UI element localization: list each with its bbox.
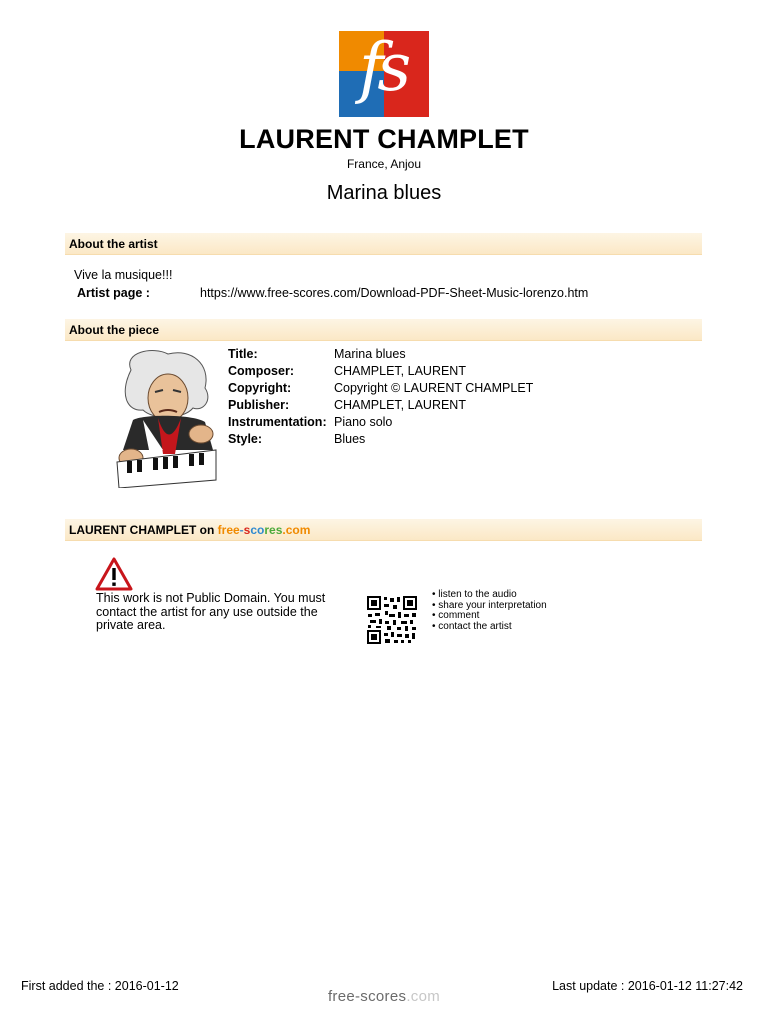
license-warning-text: This work is not Public Domain. You must contact the artist for any use outside the private area. xyxy=(96,591,326,632)
meta-label: Style: xyxy=(228,432,263,446)
composer-caricature-image xyxy=(113,350,220,488)
qr-list-item-comment: • comment xyxy=(432,610,480,621)
brand-dash: - xyxy=(239,523,244,537)
artist-name: LAURENT CHAMPLET xyxy=(239,124,529,154)
brand-dotcom: .com xyxy=(282,523,311,537)
meta-value: CHAMPLET, LAURENT xyxy=(334,398,466,412)
meta-value: Copyright © LAURENT CHAMPLET xyxy=(334,381,534,395)
meta-value: Piano solo xyxy=(334,415,393,429)
qr-code-icon[interactable] xyxy=(367,596,417,644)
artist-page-label: Artist page : xyxy=(77,286,150,300)
meta-value: Marina blues xyxy=(334,347,406,361)
meta-label: Copyright: xyxy=(228,381,292,395)
footer-logo xyxy=(0,988,768,1005)
warning-icon xyxy=(95,557,133,591)
footer-logo-free: free-scor xyxy=(327,988,390,1005)
about-piece-heading: About the piece xyxy=(65,319,702,341)
meta-label: Composer: xyxy=(228,364,294,378)
about-artist-heading: About the artist xyxy=(65,233,702,255)
artist-page-link[interactable]: https://www.free-scores.com/Download-PDF-Sheet-Music-lorenzo.htm xyxy=(200,286,589,300)
brand-s: s xyxy=(243,523,251,537)
footer-logo-es: es xyxy=(389,988,407,1005)
piece-title: Marina blues xyxy=(326,182,442,204)
meta-value: CHAMPLET, LAURENT xyxy=(334,364,466,378)
meta-label: Publisher: xyxy=(228,398,290,412)
logo-text: fs xyxy=(359,29,406,106)
qr-list-item-audio: • listen to the audio xyxy=(432,589,517,600)
meta-value: Blues xyxy=(334,432,366,446)
brand-free: free xyxy=(217,523,240,537)
last-update-date: Last update : 2016-01-12 11:27:42 xyxy=(552,979,743,993)
meta-label: Title: xyxy=(228,347,258,361)
artist-bio: Vive la musique!!! xyxy=(74,268,173,282)
qr-list-item-share: • share your interpretation xyxy=(432,599,547,611)
artist-location: France, Anjou xyxy=(346,157,422,171)
footer-logo-com: .com xyxy=(406,988,441,1005)
free-scores-logo xyxy=(339,31,429,117)
on-freescores-heading xyxy=(65,519,702,541)
on-freescores-heading-text: LAURENT CHAMPLET on xyxy=(69,523,218,537)
first-added-date: First added the : 2016-01-12 xyxy=(21,979,179,993)
qr-list-item-contact: • contact the artist xyxy=(432,620,512,632)
brand-res: res xyxy=(264,523,283,537)
meta-label: Instrumentation: xyxy=(228,415,327,429)
qr-feature-list xyxy=(432,590,547,632)
brand-co: co xyxy=(250,523,265,537)
